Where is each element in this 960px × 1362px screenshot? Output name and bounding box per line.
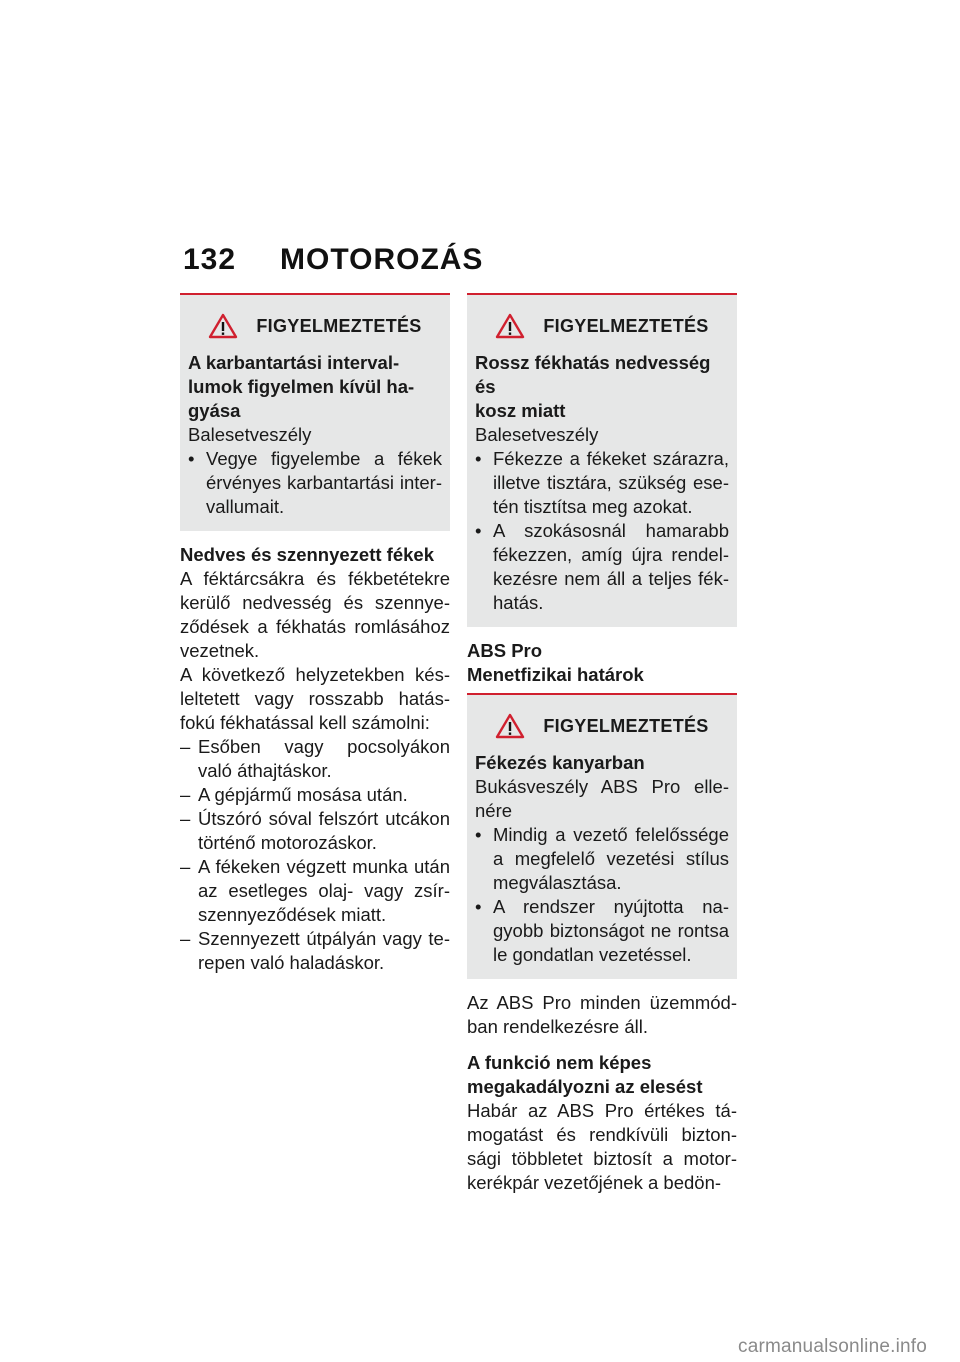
warning-triangle-icon: [495, 713, 525, 739]
page-header: [183, 243, 483, 277]
warning-bullet: • Vegye figyelembe a fékek érvényes karbantartási inter-vallumait.: [188, 447, 442, 519]
warning-box-bad-braking: [467, 293, 737, 627]
warning-bullet: • Mindig a vezető felelőssége a megfelelő vezetési stílus megválasztása.: [475, 823, 729, 895]
dash-item: – A gépjármű mosása után.: [180, 783, 450, 807]
warning-risk: Balesetveszély: [475, 424, 599, 445]
section-heading-abs: ABS Pro: [467, 640, 543, 661]
warning-title-line: Fékezés kanyarban: [475, 752, 645, 773]
right-column: [467, 293, 737, 1195]
section-heading-fall: megakadályozni az elesést: [467, 1076, 703, 1097]
warning-triangle-icon: [495, 313, 525, 339]
warning-title-line: A karbantartási interval-: [188, 352, 400, 373]
section-title: MOTOROZÁS: [280, 243, 484, 276]
warning-bullet: • A rendszer nyújtotta na-gyobb biztonságot ne rontsa le gondatlan vezetéssel.: [475, 895, 729, 967]
warning-risk: Balesetveszély: [188, 424, 312, 445]
warning-label: FIGYELMEZTETÉS: [543, 716, 709, 736]
warning-header: [475, 713, 729, 739]
warning-triangle-icon: [208, 313, 238, 339]
warning-risk: Bukásveszély ABS Pro elle-nére: [475, 776, 729, 821]
paragraph: Habár az ABS Pro értékes tá-mogatást és rendkívüli bizton-sági többletet biztosít a motor-kerékpár vezetőjének a bedön-: [467, 1100, 737, 1193]
paragraph: A következő helyzetekben kés-leltetett vagy rosszabb hatás-fokú fékhatással kell számolni:: [180, 664, 450, 733]
dash-item: – Szennyezett útpályán vagy te-repen való haladáskor.: [180, 927, 450, 975]
warning-bullet: • Fékezze a fékeket szárazra, illetve tisztára, szükség ese-tén tisztítsa meg azokat.: [475, 447, 729, 519]
left-column: [180, 293, 450, 975]
paragraph: A féktárcsákra és fékbetétekre kerülő nedvesség és szennye-ződések a fékhatás romlásához vezetnek.: [180, 568, 450, 661]
warning-box-cornering: [467, 695, 737, 979]
warning-label: FIGYELMEZTETÉS: [256, 316, 422, 336]
warning-title-line: gyása: [188, 400, 241, 421]
watermark: carmanualsonline.info: [738, 1336, 928, 1357]
section-heading-wet-brakes: Nedves és szennyezett fékek: [180, 544, 434, 565]
warning-header: [475, 313, 729, 339]
warning-title-line: kosz miatt: [475, 400, 566, 421]
page-number: 132: [183, 243, 237, 276]
warning-bullet: • A szokásosnál hamarabb fékezzen, amíg újra rendel-kezésre nem áll a teljes fék-hatás.: [475, 519, 729, 615]
warning-title-line: lumok figyelmen kívül ha-: [188, 376, 415, 397]
paragraph: Az ABS Pro minden üzemmód-ban rendelkezésre áll.: [467, 992, 737, 1037]
warning-label: FIGYELMEZTETÉS: [543, 316, 709, 336]
dash-item: – A fékeken végzett munka után az esetleges olaj- vagy zsír-szennyeződések miatt.: [180, 855, 450, 927]
dash-item: – Útszóró sóval felszórt utcákon történő motorozáskor.: [180, 807, 450, 855]
warning-header: [188, 313, 442, 339]
dash-item: – Esőben vagy pocsolyákon való áthajtáskor.: [180, 735, 450, 783]
warning-box-maintenance: [180, 293, 450, 531]
section-subheading: Menetfizikai határok: [467, 664, 644, 685]
warning-title-line: Rossz fékhatás nedvesség és: [475, 352, 711, 397]
section-heading-fall: A funkció nem képes: [467, 1052, 652, 1073]
